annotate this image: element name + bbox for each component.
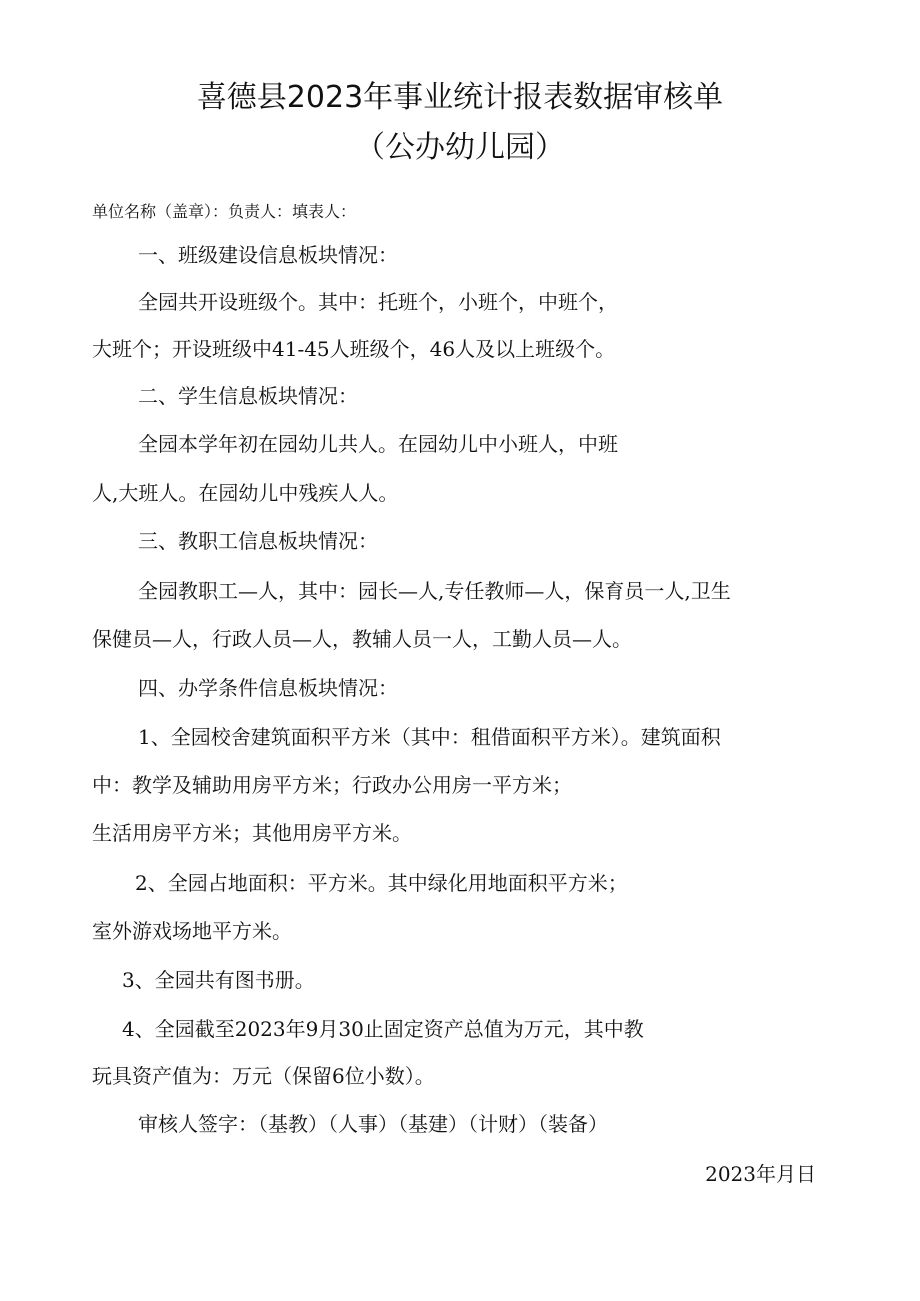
section-3-line-1: 全园教职工—人，其中：园长—人,专任教师—人，保育员一人,卫生: [138, 579, 731, 603]
item-2-line-1: 2、全园占地面积：平方米。其中绿化用地面积平方米；: [135, 871, 628, 895]
section-1-line-1: 全园共开设班级个。其中：托班个，小班个，中班个，: [138, 290, 618, 314]
item-1-line-3: 生活用房平方米；其他用房平方米。: [92, 821, 412, 845]
item-3-line-1: 3、全园共有图书册。: [122, 968, 315, 992]
date-line: 2023年月日: [705, 1162, 816, 1186]
section-4-heading: 四、办学条件信息板块情况：: [138, 676, 398, 700]
document-subtitle: （公办幼儿园）: [355, 130, 565, 165]
item-2-line-2: 室外游戏场地平方米。: [92, 919, 292, 943]
section-3-line-2: 保健员—人，行政人员—人，教辅人员一人，工勤人员—人。: [92, 627, 632, 651]
unit-info-line: 单位名称（盖章）：负责人：填表人：: [92, 202, 357, 221]
section-2-line-1: 全园本学年初在园幼儿共人。在园幼儿中小班人，中班: [138, 432, 618, 456]
item-1-line-1: 1、全园校舍建筑面积平方米（其中：租借面积平方米）。建筑面积: [138, 725, 721, 749]
section-1-heading: 一、班级建设信息板块情况：: [138, 243, 398, 267]
section-3-heading: 三、教职工信息板块情况：: [138, 529, 378, 553]
item-1-line-2: 中：教学及辅助用房平方米；行政办公用房一平方米；: [92, 773, 572, 797]
signature-line: 审核人签字：（基教）（人事）（基建）（计财）（装备）: [138, 1112, 608, 1136]
section-1-line-2: 大班个；开设班级中41-45人班级个，46人及以上班级个。: [92, 337, 616, 361]
document-title: 喜德县2023年事业统计报表数据审核单: [196, 80, 724, 115]
section-2-line-2: 人,大班人。在园幼儿中残疾人人。: [92, 481, 399, 505]
item-4-line-1: 4、全园截至2023年9月30止固定资产总值为万元，其中教: [122, 1017, 644, 1041]
item-4-line-2: 玩具资产值为：万元（保留6位小数）。: [92, 1064, 435, 1088]
section-2-heading: 二、学生信息板块情况：: [138, 384, 358, 408]
